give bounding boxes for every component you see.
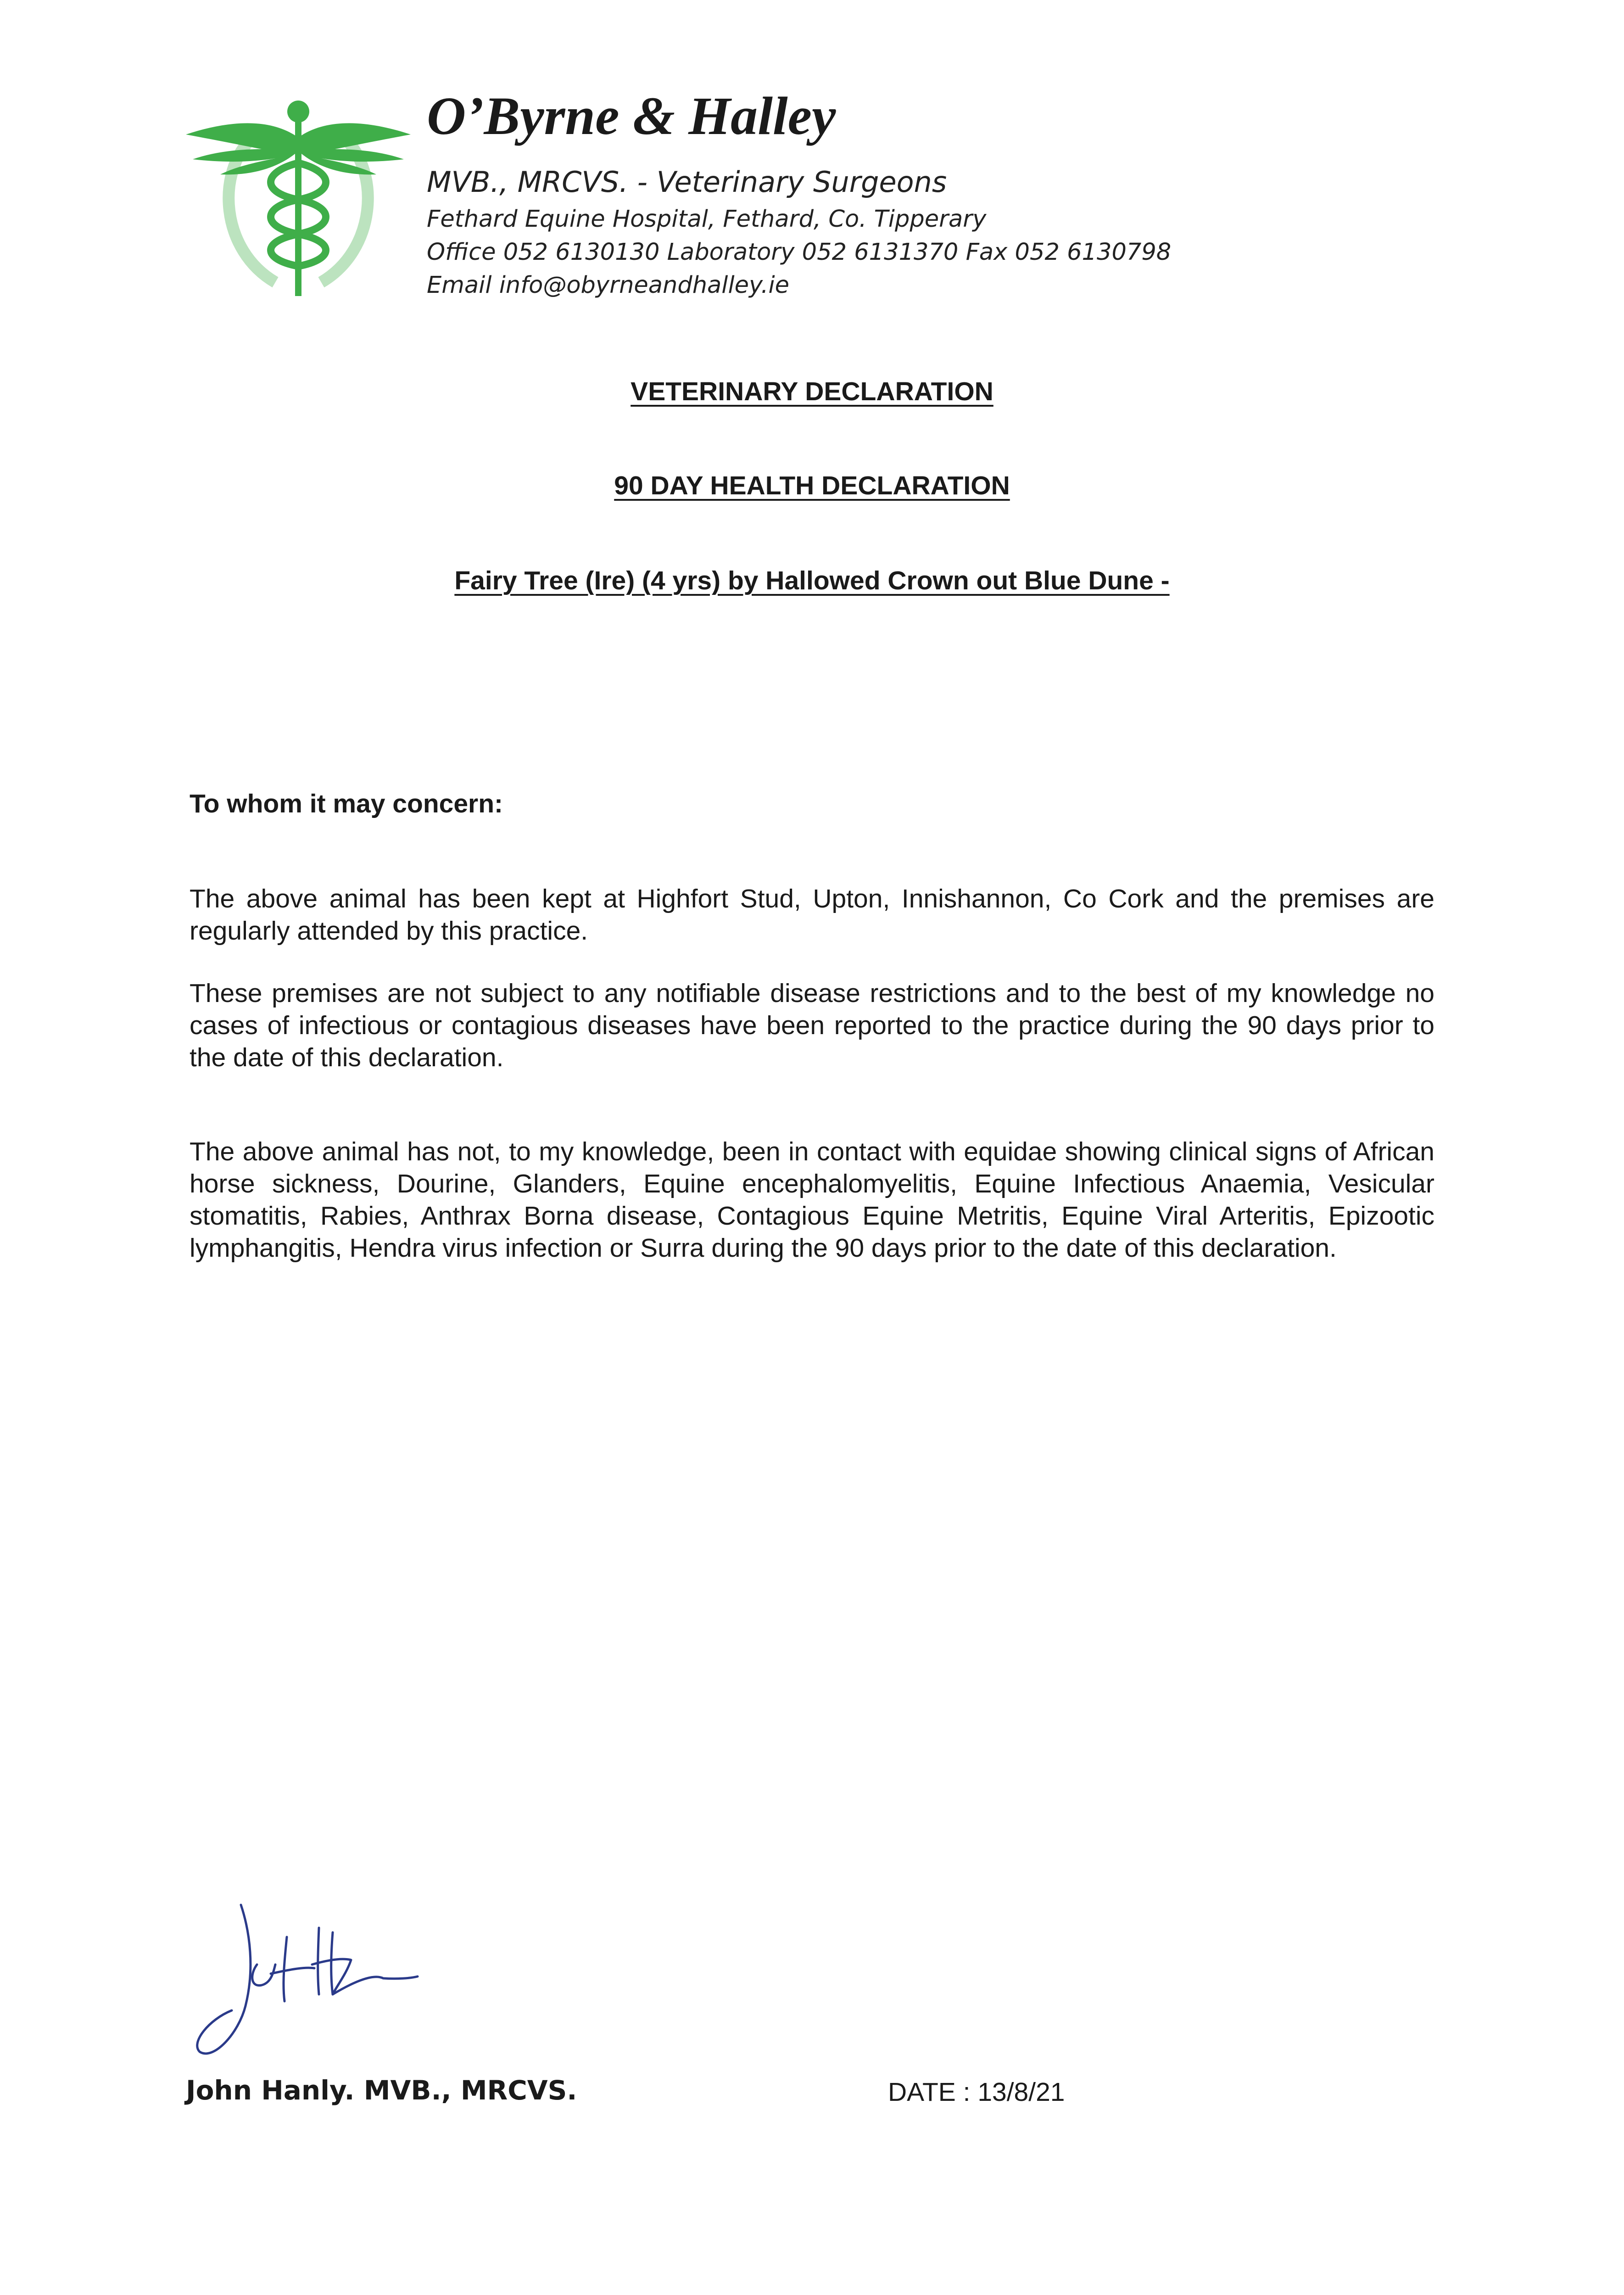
body-paragraph: These premises are not subject to any notifiable disease restrictions and to the best of my knowledge no cases of infectious or contagious diseases have been reported to the practice during the 90 days prior to the date of this declaration. xyxy=(190,979,1434,1072)
signatory-name: John Hanly. MVB., MRCVS. xyxy=(186,2075,577,2106)
salutation: To whom it may concern: xyxy=(190,789,503,818)
declaration-date: DATE : 13/8/21 xyxy=(888,2077,1065,2107)
date-label: DATE xyxy=(888,2077,956,2107)
body-paragraph: The above animal has been kept at Highfort Stud, Upton, Innishannon, Co Cork and the premises are regularly attended by this practice. xyxy=(190,884,1434,946)
document-title: VETERINARY DECLARATION xyxy=(631,377,993,406)
firm-qualifications: MVB., MRCVS. - Veterinary Surgeons xyxy=(427,165,947,199)
firm-phone-line: Office 052 6130130 Laboratory 052 6131370 Fax 052 6130798 xyxy=(427,239,1172,266)
horse-line: Fairy Tree (Ire) (4 yrs) by Hallowed Crown out Blue Dune - xyxy=(454,566,1170,595)
firm-email-line: Email info@obyrneandhalley.ie xyxy=(427,272,790,299)
body-paragraph: The above animal has not, to my knowledge, been in contact with equidae showing clinical signs of African horse sickness, Dourine, Glanders, Equine encephalomyelitis, Equine Infectious Anaemia, Vesicular stomatitis, Rabies, Anthrax Borna disease, Contagious Equine Metritis, Equine Viral Arteritis, Epizootic lymphangitis, Hendra virus infection or Surra during the 90 days prior to the date of this declaration. xyxy=(190,1137,1434,1263)
document-subtitle: 90 DAY HEALTH DECLARATION xyxy=(614,471,1010,500)
firm-address: Fethard Equine Hospital, Fethard, Co. Tipperary xyxy=(427,206,987,233)
date-value: 13/8/21 xyxy=(977,2077,1065,2107)
handwritten-signature xyxy=(181,1896,420,2079)
firm-name: O’Byrne & Halley xyxy=(427,86,836,146)
caduceus-horseshoe-icon xyxy=(184,99,413,301)
